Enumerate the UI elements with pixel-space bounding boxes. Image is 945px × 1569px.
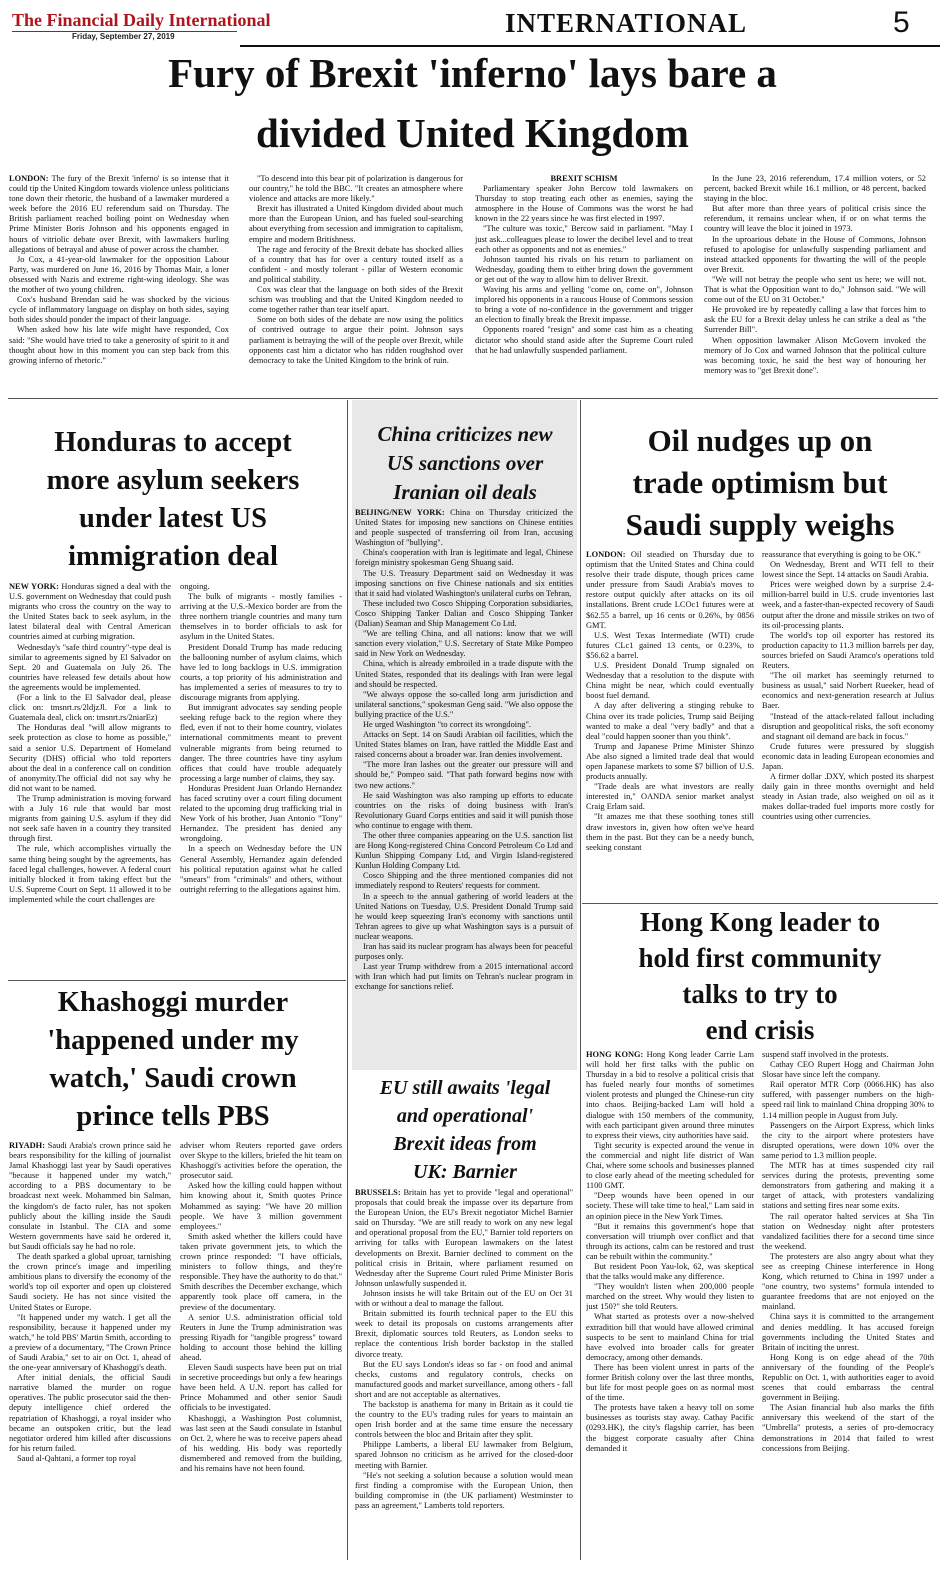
paragraph-text: The U.S. Treasury Department said on Wednesday it was imposing sanctions on five Chinese nationals and six entities that it said had violated Washington's unilateral curbs on Tehran, bbox=[355, 568, 573, 598]
paragraph bbox=[475, 285, 693, 325]
headline-line: Honduras to accept bbox=[54, 427, 292, 458]
oil-headline bbox=[585, 420, 935, 546]
dateline: BEIJING/NEW YORK: bbox=[355, 508, 445, 517]
paragraph bbox=[249, 315, 463, 365]
paragraph bbox=[355, 942, 573, 962]
paragraph-text: Honduras signed a deal with the U.S. government on Wednesday that could push migrants who cross the country on the way to the United States back to seek asylum, in the latest bilateral deal with Central American countries aimed at curbing migration. bbox=[9, 582, 171, 642]
paragraph-text: China on Thursday criticized the United States for imposing new sanctions on Chinese entities and people suspected of transferring oil from Iran, accusing Washington of "bullying". bbox=[355, 508, 573, 548]
paragraph bbox=[586, 1363, 754, 1403]
paragraph-text: "But it remains this government's hope that conversation will triumph over conflict and that through its actions, calm can be restored and trust can be rebuilt within the community." bbox=[586, 1221, 754, 1261]
paragraph bbox=[355, 1440, 573, 1470]
paragraph-text: "The more Iran lashes out the greater our pressure will and should be," Pompeo said. "That path forward begins now with two new actions." bbox=[355, 760, 573, 790]
paragraph-text: What started as protests over a now-shelved extradition bill that would have allowed criminal suspects to be sent to mainland China for trial have evolved into broader calls for greater democracy, among other demands. bbox=[586, 1312, 754, 1362]
paragraph bbox=[586, 742, 754, 782]
paragraph bbox=[9, 844, 171, 905]
paragraph bbox=[704, 235, 926, 275]
headline-line: under latest US bbox=[79, 503, 267, 534]
paragraph bbox=[762, 1161, 934, 1211]
paragraph-text: Khashoggi, a Washington Post columnist, was last seen at the Saudi consulate in Istanbul on Oct. 2, where he was to receive papers ahead of his wedding. His body was reportedly dismembered and removed from the building, and his remains have not been found. bbox=[180, 1413, 342, 1473]
headline-line: China criticizes new bbox=[377, 422, 553, 446]
dateline: HONG KONG: bbox=[586, 1050, 644, 1059]
paragraph-text: Smith asked whether the killers could have taken private government jets, to which the crown prince responded: "I have officials, ministers to follow things, and they're responsible. They have the authority to do that." Smith describes the December exchange, which apparently took place off camera, in the preview of the documentary. bbox=[180, 1231, 342, 1312]
paragraph bbox=[586, 1191, 754, 1221]
paragraph bbox=[355, 1471, 573, 1511]
paragraph-text: But after more than three years of political crisis since the referendum, it remains unclear when, if or on what terms the country will leave the bloc it joined in 1973. bbox=[704, 204, 926, 234]
paragraph bbox=[355, 720, 573, 730]
china-headline bbox=[355, 420, 575, 507]
paragraph bbox=[762, 1353, 934, 1403]
paragraph-text: adviser whom Reuters reported gave orders over Skype to the killers, briefed the hit team on Khashoggi's activities before the operation, the prosecutor said. bbox=[180, 1141, 342, 1181]
paragraph bbox=[180, 1181, 342, 1231]
dateline: RIYADH: bbox=[9, 1141, 45, 1150]
headline-line: Brexit ideas from bbox=[393, 1133, 537, 1155]
hongkong-col-2 bbox=[762, 1050, 934, 1562]
paragraph-text: The rule, which accomplishes virtually the same thing being sought by the agreements, has faced legal challenges, however. A federal court initially blocked it from taking effect but the U.S. Supreme Court on Sept. 11 allowed it to be implemented while the court challenges are bbox=[9, 844, 171, 904]
paragraph-text: Asked how the killing could happen without him knowing about it, Smith quotes Prince Mohammed as saying: "We have 20 million people. We have 3 million government employees." bbox=[180, 1181, 342, 1231]
paragraph-text: A day after delivering a stinging rebuke to China over its trade policies, Trump said Beijing wanted to make a deal "very badly" and that a deal "could happen sooner than you think". bbox=[586, 701, 754, 741]
paragraph-text: Cathay CEO Rupert Hogg and Chairman John Slosar have since left the company. bbox=[762, 1060, 934, 1080]
paragraph bbox=[762, 712, 934, 742]
paragraph bbox=[475, 255, 693, 285]
paragraph-text: "Trade deals are what investors are really interested in," OANDA senior market analyst Craig Erlam said. bbox=[586, 782, 754, 812]
paragraph-text: Johnson taunted his rivals on his return to parliament on Wednesday, goading them to either bring down the government or get out of the way to allow him to deliver Brexit. bbox=[475, 254, 693, 284]
china-body bbox=[355, 508, 573, 1068]
paragraph bbox=[762, 1312, 934, 1352]
paragraph bbox=[9, 295, 229, 325]
paragraph-text: The world's top oil exporter has restored its production capacity to 11.3 million barrels per day, sources briefed on Saudi Aramco's operations told Reuters. bbox=[762, 630, 934, 671]
headline-line: hold first community bbox=[638, 943, 882, 973]
paragraph-text: "They wouldn't listen when 200,000 people marched on the street. Why would they listen to just 150?" she told Reuters. bbox=[586, 1282, 754, 1312]
dateline: LONDON: bbox=[9, 174, 49, 183]
hongkong-headline bbox=[585, 904, 935, 1048]
paragraph bbox=[9, 1313, 171, 1374]
paragraph bbox=[9, 325, 229, 365]
paragraph-text: Saudi Arabia's crown prince said he bears responsibility for the killing of journalist Jamal Khashoggi last year by Saudi operatives "because it happened under my watch," according to a PBS documentary to be broadcast next week. Mohammed bin Salman, the kingdom's de facto ruler, has not spoken publicly about the killing inside the Saudi consulate in Istanbul. The CIA and some Western governments have said he ordered it, but Saudi officials say he had no role. bbox=[9, 1141, 171, 1251]
paragraph-text: ongoing. bbox=[180, 582, 210, 591]
paragraph-text: Hong Kong leader Carrie Lam will hold her first talks with the public on Thursday in a bid to resolve a political crisis that has fueled nearly four months of sometimes violent protests and plunged the Chinese-run city into chaos. Beijing-backed Lam will hold a dialogue with 150 members of the community, with each participant given around three minutes to express their views, city authorities have said. bbox=[586, 1050, 754, 1140]
khashoggi-headline bbox=[8, 984, 338, 1136]
brexit-col-3-body bbox=[475, 184, 693, 356]
paragraph-text: "It happened under my watch. I get all the responsibility, because it happened under my watch," he told PBS' Martin Smith, according to a preview of a documentary, "The Crown Prince of Saudi Arabia," set to air on Oct. 1, ahead of the one-year anniversary of Khashoggi's death. bbox=[9, 1312, 171, 1373]
paragraph-text: U.S. President Donald Trump signaled on Wednesday that a resolution to the dispute with China might be near, which could eventually boost fuel demand. bbox=[586, 661, 754, 701]
paragraph-text: The backstop is anathema for many in Britain as it could tie the country to the EU's trading rules for years to maintain an open Irish border and at the same time ensure the necessary controls between the bloc and Britain after they split. bbox=[355, 1399, 573, 1440]
paragraph bbox=[586, 1312, 754, 1362]
paragraph bbox=[9, 643, 171, 693]
paragraph-text: Cox's husband Brendan said he was shocked by the vicious cycle of inflammatory language on display on both sides, saying both sides should ponder the impact of their language. bbox=[9, 295, 229, 325]
masthead-rule bbox=[12, 31, 237, 32]
paragraph bbox=[475, 224, 693, 254]
section-title: INTERNATIONAL bbox=[505, 8, 748, 38]
masthead bbox=[12, 10, 271, 48]
eu-body bbox=[355, 1188, 573, 1562]
paragraph-text: The rail operator halted services at Sha Tin station on Wednesday night after protesters vandalized facilities there for a second time since the weekend. bbox=[762, 1211, 934, 1251]
paragraph bbox=[180, 592, 342, 642]
paragraph-text: There has been violent unrest in parts of the former British colony over the last three months, but life for most people goes on as normal most of the time. bbox=[586, 1362, 754, 1403]
headline-line: EU still awaits 'legal bbox=[379, 1077, 551, 1099]
paragraph bbox=[704, 204, 926, 234]
paragraph-text: "The oil market has seemingly returned to business as usual," said Norbert Rueeker, head of economics and next-generation research at Julius Baer. bbox=[762, 671, 934, 711]
paragraph-text: Some on both sides of the debate are now using the politics of contrived outrage to argue their point. Johnson says parliament is betraying the will of the people over Brexit, while opponents cast him a dictator who has ridden roughshod over democracy to take the United Kingdom to the brink of ruin. bbox=[249, 315, 463, 365]
honduras-col-2 bbox=[180, 582, 342, 978]
headline-line: Iranian oil deals bbox=[393, 480, 537, 504]
paragraph-text: Parliamentary speaker John Bercow told lawmakers on Thursday to stop treating each other as enemies, saying the atmosphere in the House of Commons was the worst he had known in the 22 years since he was first elected in 1997. bbox=[475, 184, 693, 224]
paragraph bbox=[762, 550, 934, 560]
paragraph-text: Britain submitted its fourth technical paper to the EU this week to detail its proposals on customs arrangements after Brexit, diplomatic sources told Reuters, as London seeks to replace the contentious Irish border backstop in the stalled divorce treaty. bbox=[355, 1309, 573, 1359]
paragraph bbox=[586, 1222, 754, 1262]
paragraph-text: Prices were weighed down by a surprise 2.4-million-barrel build in U.S. crude inventories last week, and a faster-than-expected recovery of Saudi output after the drone and missile strikes on two of its oil-processing plants. bbox=[762, 580, 934, 630]
paragraph-text: Waving his arms and yelling "come on, come on", Johnson implored his opponents in a raucous House of Commons session to bring a vote of no-confidence in the government and trigger an election to finally break the Brexit impasse. bbox=[475, 285, 693, 325]
paragraph-text: The Trump administration is moving forward with a July 16 rule that would bar most migrants from gaining U.S. asylum if they did not seek safe haven in a country they transited through first. bbox=[9, 793, 171, 844]
paragraph bbox=[9, 1454, 171, 1464]
paragraph bbox=[586, 550, 754, 631]
paragraph-text: In a speech to the annual gathering of world leaders at the United Nations on Tuesday, U.S. President Donald Trump said he would keep squeezing Iran's economy with sanctions until Tehran agrees to give up what Washington says is a pursuit of nuclear weapons. bbox=[355, 891, 573, 941]
paragraph bbox=[355, 508, 573, 548]
paragraph-text: "We always oppose the so-called long arm jurisdiction and unilateral sanctions," spokesman Geng said. "We also oppose the bullying practice of the U.S." bbox=[355, 689, 573, 719]
paragraph-text: The fury of the Brexit 'inferno' is so intense that it could tip the United Kingdom towards violence unless politicians tone down their rhetoric, the husband of a lawmaker murdered a week before the 2016 EU referendum said on Thursday. The British parliament reached boiling point on Wednesday when Prime Minister Boris Johnson and his opponents engaged in hours of vitriolic debate over Brexit, with lawmakers hurling allegations of betrayal and abuse of power across the chamber. bbox=[9, 174, 229, 254]
paragraph-text: Trump and Japanese Prime Minister Shinzo Abe also signed a limited trade deal that would open Japanese markets to some $7 billion of U.S. products annually. bbox=[586, 741, 754, 782]
brexit-col-4 bbox=[704, 174, 926, 396]
paragraph-text: China says it is committed to the arrangement and denies meddling. It has accused foreign governments including the United States and Britain of inciting the unrest. bbox=[762, 1312, 934, 1352]
paragraph-text: Attacks on Sept. 14 on Saudi Arabian oil facilities, which the United States blames on Iran, have rattled the Middle East and raised concerns about a broader war. Iran denies involvement. bbox=[355, 730, 573, 760]
paragraph bbox=[180, 1363, 342, 1413]
paragraph-text: Iran has said its nuclear program has always been for peaceful purposes only. bbox=[355, 942, 573, 962]
paragraph bbox=[9, 693, 171, 723]
paragraph bbox=[762, 742, 934, 772]
paragraph bbox=[355, 548, 573, 568]
headline-line: Khashoggi murder bbox=[57, 987, 289, 1018]
paragraph bbox=[704, 336, 926, 376]
paragraph bbox=[704, 305, 926, 335]
paragraph-text: A firmer dollar .DXY, which posted its sharpest daily gain in three months overnight and held steady in Asian trade, also weighed on oil as it makes dollar-traded fuel imports more costly for countries using other currencies. bbox=[762, 772, 934, 822]
paragraph bbox=[475, 184, 693, 224]
paragraph-text: "We will not betray the people who sent us here; we will not. That is what the Opposition want to do," Johnson said. "We will come out of the EU on 31 October." bbox=[704, 274, 926, 305]
paragraph-text: Cosco Shipping and the three mentioned companies did not immediately respond to Reuters' requests for comment. bbox=[355, 871, 573, 891]
paragraph-text: "We are telling China, and all nations: know that we will sanction every violation," U.S. Secretary of State Mike Pompeo said in New York on Wednesday. bbox=[355, 629, 573, 659]
paragraph bbox=[586, 631, 754, 661]
headline-line: trade optimism but bbox=[632, 465, 888, 500]
brexit-col-2 bbox=[249, 174, 463, 396]
paragraph bbox=[9, 723, 171, 794]
dateline: NEW YORK: bbox=[9, 582, 59, 591]
paragraph-text: Oil steadied on Thursday due to optimism that the United States and China could resolve their trade dispute, though prices came under pressure from Saudi Arabia's moves to restore output quickly after attacks on its oil installations. Brent crude LCOc1 futures were at $62.55 a barrel, up 16 cents or 0.26%, by 0856 GMT. bbox=[586, 550, 754, 630]
paragraph bbox=[180, 1414, 342, 1475]
paragraph-text: Crude futures were pressured by sluggish economic data in leading European economies and Japan. bbox=[762, 741, 934, 771]
headline-line: prince tells PBS bbox=[76, 1101, 270, 1132]
paragraph bbox=[355, 1289, 573, 1309]
paragraph bbox=[355, 892, 573, 942]
headline-line: Saudi supply weighs bbox=[625, 507, 895, 542]
paragraph-text: He provoked ire by repeatedly calling a law that forces him to ask the EU for a Brexit delay unless he can strike a deal as "the Surrender Bill". bbox=[704, 305, 926, 335]
paragraph-text: He urged Washington "to correct its wrongdoing". bbox=[363, 719, 531, 729]
oil-col-2 bbox=[762, 550, 934, 902]
paragraph-text: "It amazes me that these soothing tones still draw investors in, given how often we've heard them in the past. But they can be a needy bunch, seeking constant bbox=[586, 812, 754, 852]
paragraph bbox=[355, 629, 573, 659]
paragraph-text: Jo Cox, a 41-year-old lawmaker for the opposition Labour Party, was murdered on June 16, 2016 by Thomas Mair, a loner obsessed with Nazis and extreme right-wing ideology. She was the mother of two young children. bbox=[9, 254, 229, 295]
paragraph bbox=[9, 1373, 171, 1454]
paragraph bbox=[9, 1141, 171, 1252]
honduras-col-1 bbox=[9, 582, 171, 978]
paragraph bbox=[355, 871, 573, 891]
divider bbox=[8, 398, 938, 399]
paragraph bbox=[9, 794, 171, 844]
brexit-col-1 bbox=[9, 174, 229, 396]
paragraph bbox=[180, 1232, 342, 1313]
paragraph-text: But immigrant advocates say sending people seeking refuge back to the region where they fled, even if not to their home country, violates international commitments meant to prevent vulnerable migrants from being returned to danger. The three countries have tiny asylum offices that could have trouble adequately processing a large number of claims, they say. bbox=[180, 703, 342, 783]
paragraph-text: "He's not seeking a solution because a solution would mean first finding a compromise with the European Union, then building compromise in (the UK parliament) Westminster to pass an agreement," Lamberts told reporters. bbox=[355, 1470, 573, 1510]
brexit-headline-line-1: Fury of Brexit 'inferno' lays bare a bbox=[168, 50, 777, 96]
paragraph-text: After initial denials, the official Saudi narrative blamed the murder on rogue operatives. The public prosecutor said the then-deputy intelligence chief ordered the repatriation of Khashoggi, a royal insider who became an outspoken critic, but the lead negotiator ordered him killed after discussions for his return failed. bbox=[9, 1373, 171, 1453]
paragraph-text: Philippe Lamberts, a liberal EU lawmaker from Belgium, spared Johnson no criticism as he arrived for the closed-door meeting with Barnier. bbox=[355, 1440, 573, 1470]
paragraph bbox=[475, 325, 693, 355]
paragraph-text: The Asian financial hub also marks the fifth anniversary this weekend of the start of the "Umbrella" protests, a series of pro-democracy demonstrations in 2014 that failed to wrest concessions from Beijing. bbox=[762, 1403, 934, 1453]
paragraph-text: He said Washington was also ramping up efforts to educate countries on the risks of doing business with Iran's Revolutionary Guard Corps entities and said it will punish those who continue to engage with them. bbox=[355, 790, 573, 830]
paragraph bbox=[180, 1313, 342, 1363]
paragraph bbox=[180, 643, 342, 704]
paragraph-text: Saud al-Qahtani, a former top royal bbox=[17, 1453, 137, 1463]
header-rule bbox=[240, 45, 940, 47]
paragraph-text: But resident Poon Yau-lok, 62, was skeptical that the talks would make any difference. bbox=[586, 1261, 754, 1282]
paragraph-text: A senior U.S. administration official told Reuters in June the Trump administration was pressing Riyadh for "tangible progress" toward holding to account those behind the killing ahead. bbox=[180, 1312, 342, 1362]
paragraph bbox=[249, 174, 463, 204]
paragraph-text: Last year Trump withdrew from a 2015 international accord with Iran which had put limits on Tehran's nuclear program in exchange for sanctions relief. bbox=[355, 962, 573, 992]
paragraph-text: In the uproarious debate in the House of Commons, Johnson refused to apologise for unlawfully suspending parliament and instead attacked opponents for thwarting the will of the people over Brexit. bbox=[704, 234, 926, 274]
issue-date: Friday, September 27, 2019 bbox=[72, 32, 175, 41]
paragraph-text: U.S. West Texas Intermediate (WTI) crude futures CLc1 gained 13 cents, or 0.23%, to $56.62 a barrel. bbox=[586, 630, 754, 660]
paragraph-text: Johnson insists he will take Britain out of the EU on Oct 31 with or without a deal to manage the fallout. bbox=[355, 1288, 573, 1309]
paragraph bbox=[355, 569, 573, 599]
paragraph bbox=[586, 701, 754, 741]
paragraph bbox=[9, 174, 229, 255]
paragraph-text: Cox was clear that the language on both sides of the Brexit schism was troubling and that the United Kingdom needed to come together rather than tear itself apart. bbox=[249, 285, 463, 315]
paragraph bbox=[355, 599, 573, 629]
paragraph-text: Rail operator MTR Corp (0066.HK) has also suffered, with passenger numbers on the high-speed rail link to mainland China dropping 30% to 1.14 million people in August from July. bbox=[762, 1080, 934, 1120]
headline-line: immigration deal bbox=[68, 541, 278, 572]
divider bbox=[347, 400, 348, 1560]
paragraph bbox=[355, 760, 573, 790]
paragraph-text: Tight security is expected around the venue in the commercial and night life district of Wan Chai, where some schools and businesses planned to close early ahead of the meeting scheduled for 1100 GMT. bbox=[586, 1140, 754, 1191]
hongkong-col-1 bbox=[586, 1050, 754, 1562]
paragraph-text: Hong Kong is on edge ahead of the 70th anniversary of the founding of the People's Republic on Oct. 1, with authorities eager to avoid scenes that could embarrass the central government in Beijing. bbox=[762, 1352, 934, 1403]
paragraph bbox=[180, 784, 342, 845]
paragraph bbox=[355, 690, 573, 720]
headline-line: Oil nudges up on bbox=[647, 423, 873, 458]
paragraph bbox=[586, 782, 754, 812]
paragraph-text: When opposition lawmaker Alison McGovern invoked the memory of Jo Cox and warned Johnson that the political culture was becoming toxic, he said the best way of honouring her memory was to "get Brexit done". bbox=[704, 335, 926, 375]
brexit-col-3 bbox=[475, 174, 693, 396]
paragraph bbox=[762, 671, 934, 711]
paragraph-text: Britain has yet to provide "legal and operational" proposals that could break the impasse over its departure from the European Union, the EU's Brexit negotiator Michel Barnier said on Thursday. "We are still ready to work on any new legal and operational proposal from the EU," Barnier told reporters on arriving for talks with European lawmakers on the latest developments on Brexit. Barnier declined to comment on the political crisis in Britain, where parliament resumed on Wednesday after the Supreme Court ruled Prime Minister Boris Johnson unlawfully suspended it. bbox=[355, 1188, 573, 1288]
paragraph-text: China's cooperation with Iran is legitimate and legal, Chinese foreign ministry spokesman Geng Shuang said. bbox=[355, 548, 573, 568]
paragraph bbox=[355, 791, 573, 831]
paragraph bbox=[762, 631, 934, 671]
paragraph-text: Passengers on the Airport Express, which links the city to the airport where protesters have disrupted operations, were down 10% over the same period to 1.3 million people. bbox=[762, 1120, 934, 1160]
paragraph-text: "Deep wounds have been opened in our society. These will take time to heal," Lam said in an opinion piece in the New York Times. bbox=[586, 1191, 754, 1221]
paragraph-text: The bulk of migrants - mostly families - arriving at the U.S.-Mexico border are from the three northern triangle countries and many turn themselves in to border officials to ask for asylum in the United States. bbox=[180, 592, 342, 642]
paragraph bbox=[180, 703, 342, 784]
paragraph-text: In a speech on Wednesday before the UN General Assembly, Hernandez again defended his political reputation against what he called "smears" from "criminals" and others, without outright referring to the allegations against him. bbox=[180, 844, 342, 894]
paragraph bbox=[586, 1262, 754, 1282]
paragraph bbox=[586, 812, 754, 852]
headline-line: end crisis bbox=[705, 1015, 815, 1045]
paragraph-text: The protesters are also angry about what they see as creeping Chinese interference in Hong Kong, which returned to China in 1997 under a "one country, two systems" formula intended to guarantee freedoms that are not enjoyed on the mainland. bbox=[762, 1251, 934, 1312]
brexit-subhead: BREXIT SCHISM bbox=[550, 174, 618, 183]
paragraph bbox=[249, 245, 463, 285]
headline-line: watch,' Saudi crown bbox=[49, 1063, 297, 1094]
page-number: 5 bbox=[893, 6, 910, 39]
paragraph-text: The death sparked a global uproar, tarnishing the crown prince's image and imperiling ambitious plans to diversify the economy of the world's top oil exporter and open up cloistered Saudi society. He has not since visited the United States or Europe. bbox=[9, 1252, 171, 1312]
paragraph-text: Wednesday's "safe third country"-type deal is similar to agreements signed by El Salvador on Sept. 20 and Guatemala on July 26. The countries have released few details about how the agreements would be implemented. bbox=[9, 642, 171, 692]
eu-headline bbox=[355, 1074, 575, 1186]
paragraph bbox=[180, 844, 342, 894]
paragraph-text: When asked how his late wife might have responded, Cox said: "She would have tried to take a generosity of spirit to it and thought about how in this moment you can step back from this growing inferno of rhetoric." bbox=[9, 325, 229, 365]
paragraph bbox=[762, 772, 934, 822]
paragraph-text: (For a link to the El Salvador deal, please click on: tmsnrt.rs/2ldjzJl. For a link to Guatemala deal, click on: tmsnrt.rs/2niarEz) bbox=[9, 693, 171, 723]
paragraph-text: President Donald Trump has made reducing the ballooning number of asylum claims, which have led to long backlogs in U.S. immigration courts, a top priority of his administration and has implemented a series of measures to try to discourage migrants from applying. bbox=[180, 642, 342, 703]
paragraph bbox=[762, 1050, 934, 1060]
paragraph-text: Eleven Saudi suspects have been put on trial in secretive proceedings but only a few hearings have been held. A U.N. report has called for Prince Mohammed and other senior Saudi officials to be investigated. bbox=[180, 1363, 342, 1413]
paragraph bbox=[586, 1403, 754, 1453]
paragraph bbox=[762, 1212, 934, 1252]
paragraph bbox=[762, 560, 934, 580]
paragraph bbox=[762, 1080, 934, 1120]
headline-line: talks to try to bbox=[682, 979, 838, 1009]
paragraph bbox=[762, 1060, 934, 1080]
paragraph bbox=[762, 1121, 934, 1161]
paragraph bbox=[355, 1309, 573, 1359]
paragraph-text: On Wednesday, Brent and WTI fell to their lowest since the Sept. 14 attacks on Saudi Arabia. bbox=[762, 560, 934, 580]
paragraph bbox=[355, 730, 573, 760]
dateline: BRUSSELS: bbox=[355, 1188, 401, 1197]
paragraph bbox=[762, 1403, 934, 1453]
paragraph-text: Brexit has illustrated a United Kingdom divided about much more than the European Union, and has fueled soul-searching about everything from secession and immigration to capitalism, empire and modern Britishness. bbox=[249, 204, 463, 244]
paragraph bbox=[586, 661, 754, 701]
paragraph-text: The other three companies appearing on the U.S. sanction list are Hong Kong-registered China Concord Petroleum Co Ltd and Kunlun Shipping Company Ltd, and Virgin Island-registered Kunlun Holding Company Ltd. bbox=[355, 831, 573, 871]
brexit-headline-line-2: divided United Kingdom bbox=[256, 110, 689, 156]
paragraph-text: The MTR has at times suspended city rail services during the protests, preventing some demonstrators from gathering and making it a target of attack, with protesters vandalizing stations and setting fires near some exits. bbox=[762, 1161, 934, 1211]
paragraph-text: "To descend into this bear pit of polarization is dangerous for our country," he told the BBC. "It creates an atmosphere where violence and attacks are more likely." bbox=[249, 174, 463, 204]
paragraph bbox=[586, 1050, 754, 1141]
paragraph-text: suspend staff involved in the protests. bbox=[762, 1050, 889, 1059]
paragraph bbox=[249, 204, 463, 244]
paragraph bbox=[704, 275, 926, 305]
divider bbox=[8, 980, 346, 981]
paragraph bbox=[355, 831, 573, 871]
paragraph bbox=[180, 582, 342, 592]
paragraph bbox=[355, 1188, 573, 1289]
headline-line: UK: Barnier bbox=[413, 1161, 517, 1183]
divider bbox=[580, 400, 581, 1560]
honduras-headline bbox=[8, 424, 338, 576]
paragraph-text: Opponents roared "resign" and some cast him as a cheating dictator who should stand aside after the Supreme Court ruled that he had unlawfully suspended parliament. bbox=[475, 325, 693, 355]
khashoggi-col-2 bbox=[180, 1141, 342, 1561]
paragraph bbox=[762, 1252, 934, 1313]
paragraph bbox=[762, 580, 934, 630]
dateline: LONDON: bbox=[586, 550, 626, 559]
paragraph bbox=[704, 174, 926, 204]
paragraph bbox=[586, 1141, 754, 1191]
paragraph bbox=[355, 1400, 573, 1440]
paragraph-text: "The culture was toxic," Bercow said in parliament. "May I just ask...colleagues please to lower the decibel level and to treat each other as opponents and not as enemies." bbox=[475, 224, 693, 254]
paragraph-text: China, which is already embroiled in a trade dispute with the United States, responded that its dealings with Iran were legal and should be respected. bbox=[355, 659, 573, 689]
headline-line: and operational' bbox=[396, 1105, 534, 1127]
paragraph bbox=[9, 255, 229, 295]
paragraph bbox=[180, 1141, 342, 1181]
paragraph bbox=[355, 659, 573, 689]
paragraph bbox=[355, 962, 573, 992]
oil-col-1 bbox=[586, 550, 754, 902]
paragraph bbox=[355, 1360, 573, 1400]
paragraph-text: But the EU says London's ideas so far - on food and animal checks, customs and regulatory controls, checks on manufactured goods and market surveillance, among others - fall short and are not acceptable as alternatives. bbox=[355, 1359, 573, 1399]
headline-line: Hong Kong leader to bbox=[639, 907, 881, 937]
paragraph-text: These included two Cosco Shipping Corporation subsidiaries, Cosco Shipping Tanker Dalian and Cosco Shipping Tanker (Dalian) Seaman and Ship Management Co Ltd. bbox=[355, 598, 573, 629]
paragraph bbox=[586, 1282, 754, 1312]
paragraph-text: reassurance that everything is going to be OK." bbox=[762, 550, 921, 559]
headline-line: more asylum seekers bbox=[46, 465, 300, 496]
paragraph-text: Honduras President Juan Orlando Hernandez has faced scrutiny over a court filing document related to the upcoming drug trafficking trial in New York of his brother, Juan Antonio "Tony" Hernandez. The president has denied any wrongdoing. bbox=[180, 783, 342, 844]
paragraph-text: The Honduras deal "will allow migrants to seek protection as close to home as possible," said a senior U.S. Department of Homeland Security (DHS) official who told reporters about the deal in a conference call on condition of anonymity.The official did not say why he did not want to be named. bbox=[9, 723, 171, 793]
newspaper-name: The Financial Daily International bbox=[12, 10, 271, 30]
paragraph-text: "Instead of the attack-related fallout including disruption and geopolitical risks, the soft economy and stagnant oil demand are back in focus." bbox=[762, 711, 934, 741]
paragraph-text: The protests have taken a heavy toll on some businesses as tourists stay away. Cathay Pacific (0293.HK), the city's flagship carrier, has been the biggest corporate casualty after China demanded it bbox=[586, 1403, 754, 1453]
paragraph-text: In the June 23, 2016 referendum, 17.4 million voters, or 52 percent, backed Brexit while 16.1 million, or 48 percent, backed staying in the bloc. bbox=[704, 174, 926, 204]
paragraph bbox=[9, 582, 171, 643]
paragraph bbox=[249, 285, 463, 315]
paragraph bbox=[9, 1252, 171, 1313]
headline-line: 'happened under my bbox=[47, 1025, 299, 1056]
headline-line: US sanctions over bbox=[386, 451, 544, 475]
khashoggi-col-1 bbox=[9, 1141, 171, 1561]
paragraph-text: The rage and ferocity of the Brexit debate has shocked allies of a country that has for over a century touted itself as a confident - and mostly tolerant - pillar of Western economic and political stability. bbox=[249, 244, 463, 284]
